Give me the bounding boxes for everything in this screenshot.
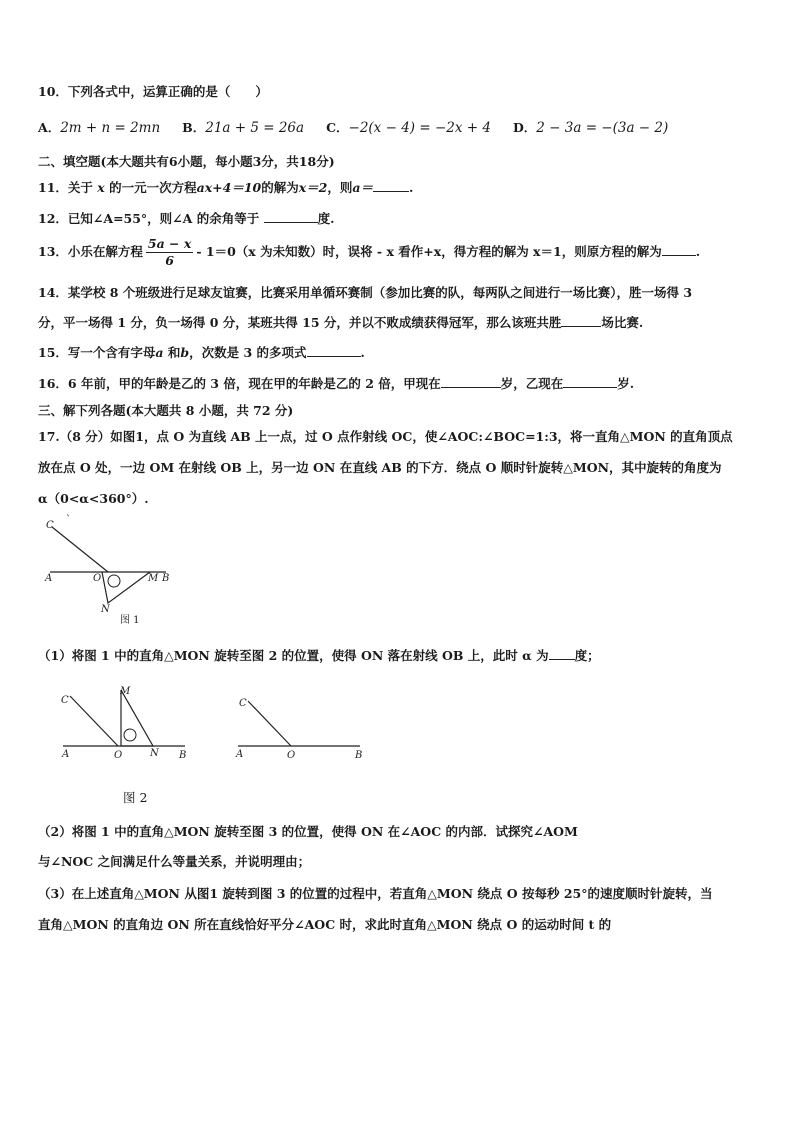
q17-line-2: 放在点 O 处，一边 OM 在射线 OB 上，另一边 ON 在直线 AB 的下方．绕点 O 顺时针旋转△MON，其中旋转的角度为 [38, 460, 722, 475]
figure-1 [40, 512, 190, 632]
fig1-label-a: A [45, 573, 53, 584]
q14-answer-blank[interactable] [561, 314, 601, 327]
fig1-label-b: B [162, 573, 170, 584]
figure-2-right [228, 686, 378, 766]
fig2-label-a: A [62, 749, 70, 760]
q14-line-2: 分，平一场得 1 分，负一场得 0 分，某班共得 15 分，并以不败成绩获得冠军，那么该班共胜 场比赛. [38, 315, 644, 330]
fig2b-label-b: B [355, 750, 363, 761]
q16: 16．6 年前，甲的年龄是乙的 3 倍，现在甲的年龄是乙的 2 倍，甲现在 岁，乙现在 岁. [38, 376, 635, 391]
q10-option-c[interactable]: C．−2(x − 4) = −2x + 4 [326, 120, 491, 136]
q17-part-1-blank[interactable] [549, 647, 575, 660]
q16-answer-blank-2[interactable] [563, 375, 617, 388]
q15: 15．写一个含有字母a 和b，次数是 3 的多项式 . [38, 345, 365, 360]
q17-part-3-line-2: 直角△MON 的直角边 ON 所在直线恰好平分∠AOC 时，求此时直角△MON 绕点 O 的运动时间 t 的 [38, 917, 612, 932]
figure-2 [55, 680, 205, 770]
q16-answer-blank-1[interactable] [441, 375, 501, 388]
q10-option-d[interactable]: D．2 − 3a = −(3a − 2) [512, 120, 669, 136]
section-3-heading: 三、解下列各题(本大题共 8 小题，共 72 分) [38, 403, 294, 418]
q13: 13．小乐在解方程 $\frac{5a - x}{6}$ - 1＝0（x 为未知数）时，误将 - x 看作+x，得方程的解为 x＝1，则原方程的解为 . [38, 236, 701, 268]
q11-answer-blank[interactable] [373, 179, 409, 192]
q13-fraction: $\frac{5a - x}{6}$ [147, 236, 192, 268]
fig1-label-c: C [46, 520, 54, 531]
q13-answer-blank[interactable] [662, 243, 696, 256]
fig1-tick: ` [66, 515, 71, 526]
q10-options [38, 118, 686, 136]
q14-line-1: 14．某学校 8 个班级进行足球友谊赛，比赛采用单循环赛制（参加比赛的队，每两队之间进行一场比赛），胜一场得 3 [38, 285, 693, 300]
q17-part-1: （1）将图 1 中的直角△MON 旋转至图 2 的位置，使得 ON 落在射线 OB 上，此时 α 为 度； [38, 648, 600, 663]
fig2b-label-c: C [239, 698, 247, 709]
q17-part-2-line-2: 与∠NOC 之间满足什么等量关系，并说明理由； [38, 854, 311, 869]
fig2-label-m: M [120, 686, 131, 697]
q10-option-a[interactable]: A．2m + n = 2mn [38, 120, 161, 136]
q10-option-b[interactable]: B．21a + 5 = 26a [182, 120, 305, 136]
fig1-caption: 图 1 [120, 615, 140, 626]
q17-line-3: α（0<α<360°）. [38, 491, 149, 506]
section-2-heading: 二、填空题(本大题共有6小题，每小题3分，共18分) [38, 154, 335, 169]
fig1-label-m: M [148, 573, 159, 584]
fig2-label-n: N [150, 748, 159, 759]
fig2-ray-oc [70, 696, 118, 746]
q15-answer-blank[interactable] [307, 344, 361, 357]
fig2-label-o: O [114, 750, 123, 761]
fig2-triangle-mon [121, 690, 153, 746]
q10-stem: 10．下列各式中，运算正确的是（ ） [38, 84, 268, 99]
q17-part-3-line-1: （3）在上述直角△MON 从图1 旋转到图 3 的位置的过程中，若直角△MON 绕点 O 按每秒 25°的速度顺时针旋转，当 [38, 886, 713, 901]
fig2-label-b: B [179, 750, 187, 761]
fig2-label-c: C [61, 695, 69, 706]
q12: 12．已知∠A=55°，则∠A 的余角等于 度. [38, 211, 335, 226]
fig1-label-n: N [101, 604, 110, 615]
q11: 11．关于 x 的一元一次方程ax+4＝10的解为x＝2，则a＝ . [38, 180, 414, 195]
fig1-ray-oc [52, 527, 108, 572]
fig2b-label-a: A [236, 749, 244, 760]
fig1-label-o: O [93, 573, 102, 584]
fig2-triangle-hole [124, 729, 136, 741]
fig1-triangle-hole [108, 575, 120, 587]
q17-part-2-line-1: （2）将图 1 中的直角△MON 旋转至图 3 的位置，使得 ON 在∠AOC 的内部．试探究∠AOM [38, 824, 578, 839]
fig2-caption: 图 2 [123, 790, 148, 805]
fig2b-ray-oc [248, 701, 291, 746]
q17-line-1: 17.（8 分）如图1，点 O 为直线 AB 上一点，过 O 点作射线 OC，使∠AOC:∠BOC=1:3，将一直角△MON 的直角顶点 [38, 429, 733, 444]
q12-answer-blank[interactable] [264, 210, 318, 223]
fig2b-label-o: O [287, 750, 296, 761]
